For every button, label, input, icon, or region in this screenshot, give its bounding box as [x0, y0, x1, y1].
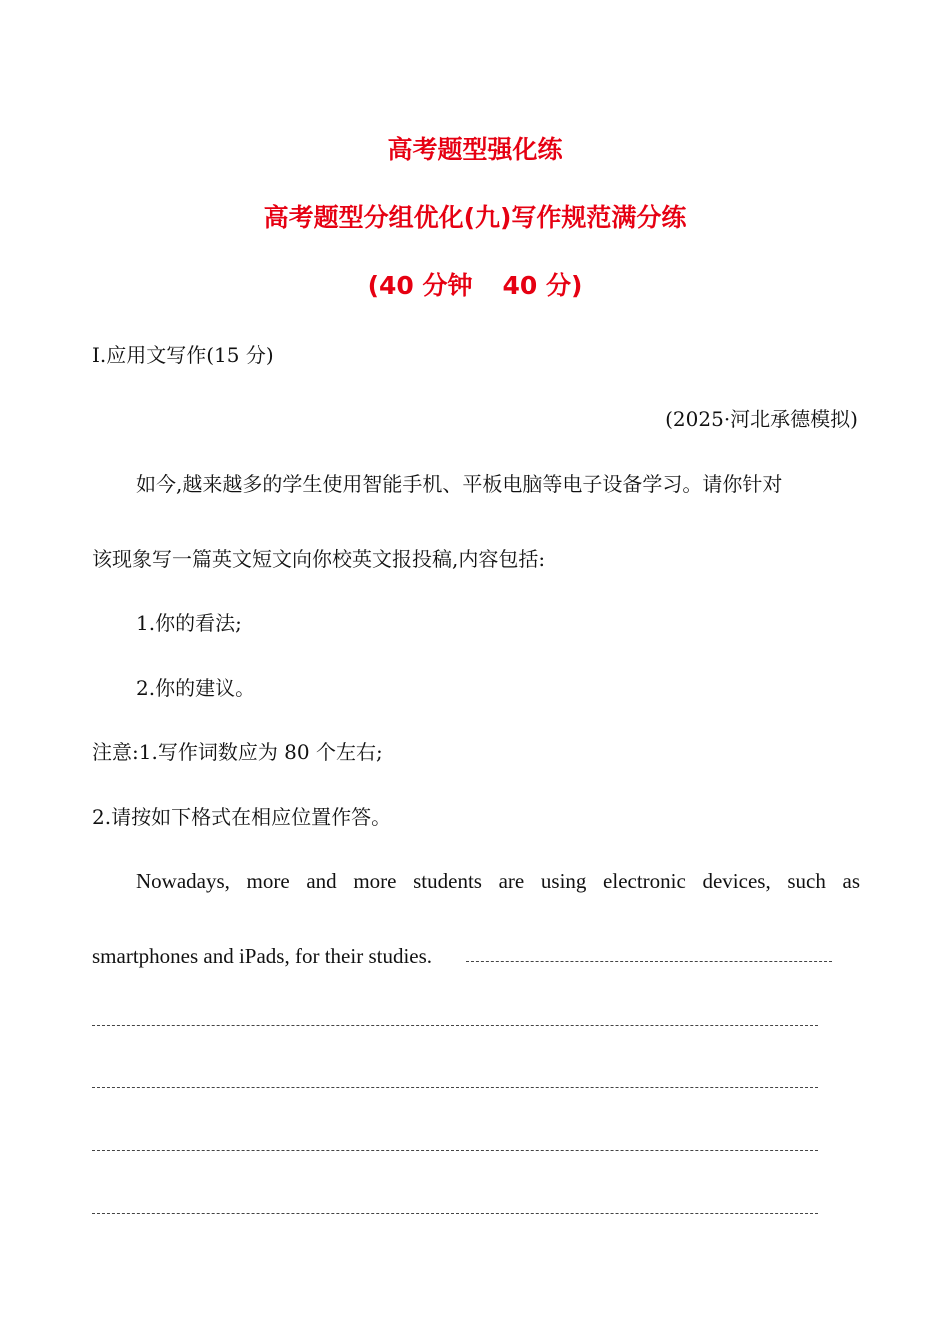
answer-writing-line[interactable]	[92, 1150, 818, 1151]
question-source: (2025·河北承德模拟)	[665, 407, 858, 431]
note-item-1: 注意:1.写作词数应为 80 个左右;	[92, 740, 383, 764]
answer-writing-line[interactable]	[92, 1025, 818, 1026]
time-and-score	[0, 270, 950, 302]
answer-writing-line[interactable]	[92, 1213, 818, 1214]
answer-writing-line[interactable]	[92, 1087, 818, 1088]
note-item-2: 2.请按如下格式在相应位置作答。	[92, 805, 392, 829]
prompt-paragraph-line-2: 该现象写一篇英文短文向你校英文报投稿,内容包括:	[92, 547, 546, 571]
section-heading: Ⅰ.应用文写作(15 分)	[92, 343, 274, 367]
answer-start-line-1: Nowadays, more and more students are using electronic devices, such as	[136, 869, 860, 893]
content-item-2: 2.你的建议。	[136, 676, 256, 700]
content-item-1: 1.你的看法;	[136, 611, 242, 635]
answer-start-line-2: smartphones and iPads, for their studies.	[92, 944, 433, 968]
prompt-paragraph-line-1: 如今,越来越多的学生使用智能手机、平板电脑等电子设备学习。请你针对	[136, 472, 783, 496]
page-title: 高考题型强化练	[387, 135, 563, 164]
time-limit: (40 分钟	[367, 271, 473, 300]
score-total: 40 分)	[502, 271, 583, 300]
page-subtitle: 高考题型分组优化(九)写作规范满分练	[263, 203, 687, 232]
answer-writing-line[interactable]	[466, 961, 832, 962]
